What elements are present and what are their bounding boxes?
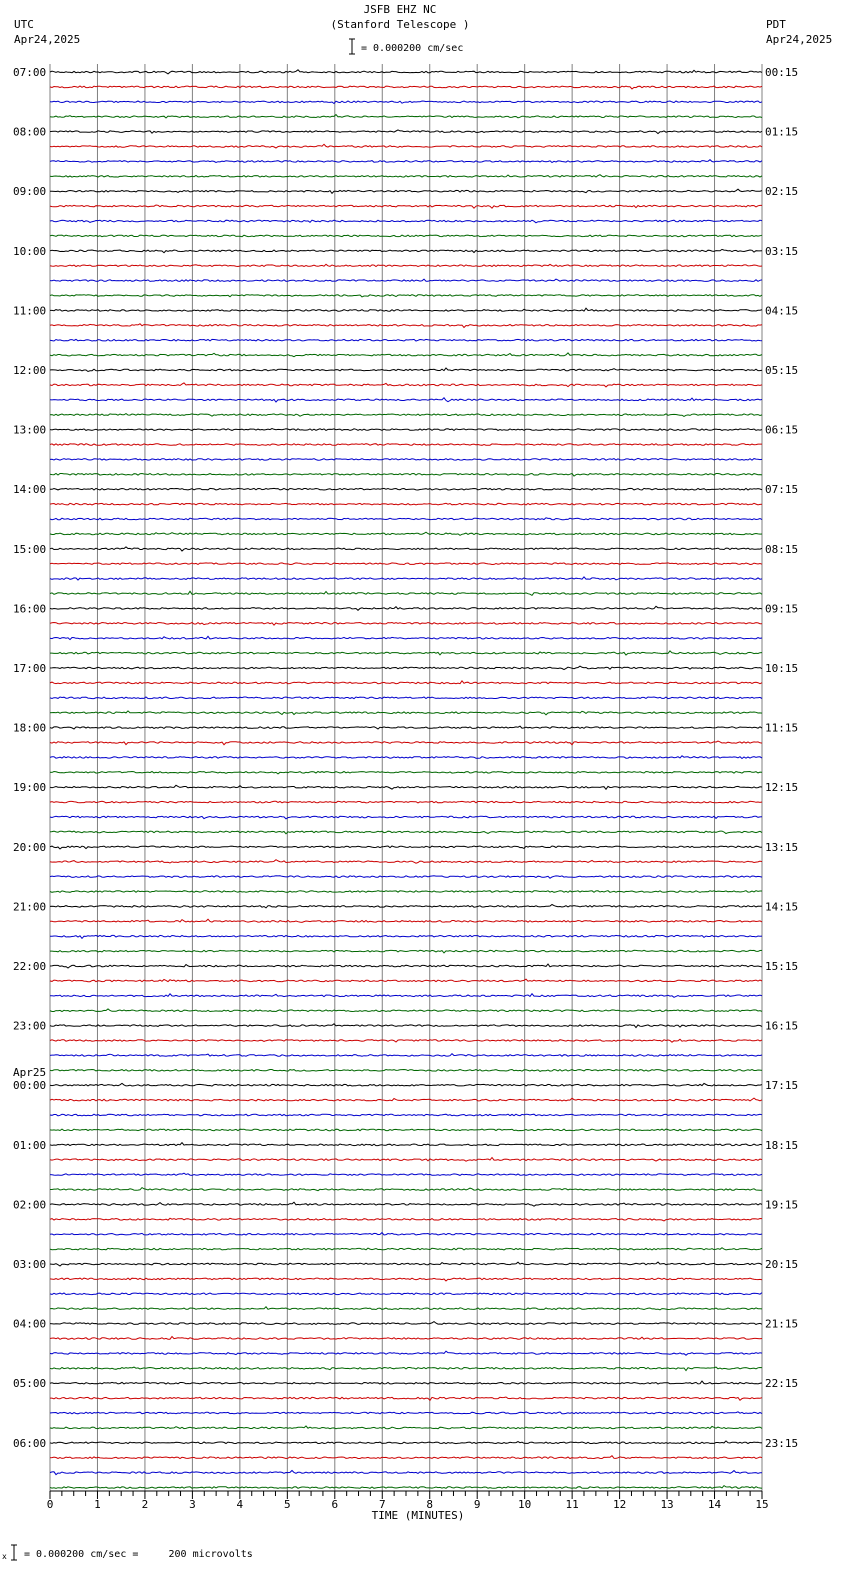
trace-row-59 xyxy=(50,950,762,953)
x-tick-label: 13 xyxy=(660,1498,674,1511)
left-hour-label: 05:00 xyxy=(13,1377,47,1391)
x-tick-label: 1 xyxy=(94,1498,101,1511)
right-hour-label: 11:15 xyxy=(765,721,799,735)
right-hour-label: 14:15 xyxy=(765,900,799,914)
trace-row-75 xyxy=(50,1188,762,1191)
trace-row-67 xyxy=(50,1070,762,1072)
footer-scale-label: = 0.000200 cm/sec = 200 microvolts xyxy=(24,1549,253,1560)
right-hour-label: 02:15 xyxy=(765,185,799,199)
trace-row-91 xyxy=(50,1426,762,1429)
left-hour-label: 00:00 xyxy=(13,1079,47,1093)
left-hour-label: 13:00 xyxy=(13,423,47,437)
x-tick-label: 9 xyxy=(473,1498,481,1511)
trace-row-46 xyxy=(50,756,762,759)
trace-row-49 xyxy=(50,801,762,803)
trace-row-9 xyxy=(50,205,762,208)
date-change-label: Apr25 xyxy=(13,1066,47,1080)
trace-row-41 xyxy=(50,681,762,684)
left-timezone: UTC xyxy=(14,18,34,31)
left-hour-label: 19:00 xyxy=(13,781,47,795)
right-hour-label: 03:15 xyxy=(765,244,799,258)
trace-row-95 xyxy=(50,1486,762,1489)
scale-bar-icon xyxy=(347,38,357,56)
trace-row-12 xyxy=(50,249,762,252)
left-hour-label: 16:00 xyxy=(13,602,47,616)
trace-row-20 xyxy=(50,368,762,372)
trace-row-63 xyxy=(50,1009,762,1012)
trace-row-35 xyxy=(50,591,762,595)
x-tick-label: 8 xyxy=(426,1498,434,1511)
trace-row-31 xyxy=(50,532,762,535)
trace-row-0 xyxy=(50,70,762,74)
trace-row-77 xyxy=(50,1218,762,1221)
trace-row-61 xyxy=(50,979,762,982)
trace-row-79 xyxy=(50,1248,762,1250)
trace-row-38 xyxy=(50,636,762,639)
right-hour-label: 00:15 xyxy=(765,66,799,79)
trace-row-52 xyxy=(50,846,762,849)
trace-row-18 xyxy=(50,339,762,341)
trace-row-89 xyxy=(50,1397,762,1400)
right-hour-label: 21:15 xyxy=(765,1317,799,1331)
trace-row-14 xyxy=(50,279,762,281)
trace-row-43 xyxy=(50,711,762,715)
left-hour-label: 11:00 xyxy=(13,304,47,318)
trace-row-15 xyxy=(50,295,762,297)
trace-row-87 xyxy=(50,1367,762,1370)
left-hour-label: 08:00 xyxy=(13,125,47,139)
x-tick-label: 12 xyxy=(612,1498,627,1511)
trace-row-90 xyxy=(50,1412,762,1414)
trace-row-16 xyxy=(50,308,762,311)
right-hour-label: 15:15 xyxy=(765,960,799,973)
left-hour-label: 18:00 xyxy=(13,721,47,735)
x-tick-label: 3 xyxy=(189,1498,196,1511)
trace-row-11 xyxy=(50,235,762,237)
trace-row-74 xyxy=(50,1173,762,1175)
trace-row-19 xyxy=(50,353,762,357)
trace-row-80 xyxy=(50,1262,762,1266)
trace-row-60 xyxy=(50,964,762,968)
trace-row-44 xyxy=(50,726,762,729)
x-tick-label: 7 xyxy=(378,1498,386,1511)
trace-row-50 xyxy=(50,816,762,819)
trace-row-21 xyxy=(50,383,762,387)
right-hour-label: 17:15 xyxy=(765,1079,799,1093)
trace-row-70 xyxy=(50,1114,762,1116)
footer-scale-bar-icon xyxy=(9,1544,19,1562)
trace-row-17 xyxy=(50,324,762,328)
trace-row-76 xyxy=(50,1202,762,1206)
right-hour-label: 23:15 xyxy=(765,1436,799,1450)
x-tick-label: 4 xyxy=(236,1498,244,1511)
trace-row-56 xyxy=(50,905,762,908)
trace-row-48 xyxy=(50,785,762,789)
trace-row-7 xyxy=(50,175,762,177)
trace-row-72 xyxy=(50,1143,762,1146)
trace-row-26 xyxy=(50,458,762,460)
trace-row-68 xyxy=(50,1083,762,1086)
x-tick-label: 10 xyxy=(518,1498,532,1511)
right-hour-label: 10:15 xyxy=(765,662,799,675)
trace-row-37 xyxy=(50,623,762,626)
trace-row-64 xyxy=(50,1024,762,1028)
left-hour-label: 15:00 xyxy=(13,542,47,556)
right-hour-label: 12:15 xyxy=(765,781,799,795)
right-timezone: PDT xyxy=(766,18,786,31)
station-title: JSFB EHZ NC xyxy=(363,3,437,16)
trace-row-40 xyxy=(50,666,762,670)
right-hour-label: 01:15 xyxy=(765,125,799,139)
trace-row-2 xyxy=(50,101,762,104)
trace-row-54 xyxy=(50,876,762,878)
trace-row-82 xyxy=(50,1293,762,1295)
trace-row-86 xyxy=(50,1351,762,1355)
left-hour-label: 01:00 xyxy=(13,1138,47,1152)
trace-row-94 xyxy=(50,1471,762,1475)
trace-row-88 xyxy=(50,1381,762,1384)
right-hour-label: 07:15 xyxy=(765,483,799,497)
trace-row-93 xyxy=(50,1456,762,1459)
x-tick-label: 6 xyxy=(331,1498,339,1511)
right-hour-label: 04:15 xyxy=(765,304,799,318)
trace-row-13 xyxy=(50,264,762,266)
trace-row-36 xyxy=(50,606,762,610)
trace-row-71 xyxy=(50,1129,762,1131)
x-tick-label: 15 xyxy=(755,1498,769,1511)
time-axis xyxy=(47,1491,769,1511)
trace-row-5 xyxy=(50,144,762,148)
right-hour-label: 20:15 xyxy=(765,1258,799,1271)
trace-row-27 xyxy=(50,474,762,477)
trace-row-53 xyxy=(50,860,762,864)
x-axis-title: TIME (MINUTES) xyxy=(371,1509,465,1522)
trace-row-65 xyxy=(50,1039,762,1042)
trace-row-25 xyxy=(50,444,762,446)
trace-row-3 xyxy=(50,115,762,118)
left-hour-label: 12:00 xyxy=(13,364,47,377)
trace-row-57 xyxy=(50,919,762,922)
trace-row-92 xyxy=(50,1441,762,1444)
right-hour-label: 06:15 xyxy=(765,423,799,437)
right-hour-label: 22:15 xyxy=(765,1377,799,1391)
trace-row-83 xyxy=(50,1307,762,1310)
trace-row-85 xyxy=(50,1337,762,1340)
left-hour-label: 09:00 xyxy=(13,185,47,199)
x-tick-label: 0 xyxy=(46,1498,54,1511)
trace-row-47 xyxy=(50,772,762,774)
trace-row-23 xyxy=(50,414,762,417)
footer-marker: x xyxy=(2,1552,7,1561)
trace-row-81 xyxy=(50,1278,762,1281)
right-hour-label: 19:15 xyxy=(765,1198,799,1212)
right-date: Apr24,2025 xyxy=(766,33,833,46)
left-hour-label: 23:00 xyxy=(13,1019,47,1033)
trace-row-55 xyxy=(50,891,762,893)
trace-row-8 xyxy=(50,189,762,193)
trace-row-45 xyxy=(50,741,762,745)
trace-row-1 xyxy=(50,86,762,89)
left-hour-label: 17:00 xyxy=(13,662,47,675)
right-hour-label: 05:15 xyxy=(765,364,799,377)
x-tick-label: 11 xyxy=(565,1498,579,1511)
trace-row-30 xyxy=(50,518,762,520)
trace-row-29 xyxy=(50,503,762,505)
left-hour-label: 04:00 xyxy=(13,1317,47,1331)
trace-row-34 xyxy=(50,577,762,580)
left-hour-label: 14:00 xyxy=(13,483,47,497)
minute-grid xyxy=(50,64,762,1491)
trace-row-32 xyxy=(50,547,762,551)
seismic-traces xyxy=(50,70,762,1489)
trace-row-28 xyxy=(50,488,762,490)
left-hour-label: 07:00 xyxy=(13,66,47,79)
trace-row-42 xyxy=(50,697,762,699)
right-hour-label: 18:15 xyxy=(765,1138,799,1152)
trace-row-24 xyxy=(50,429,762,431)
trace-row-51 xyxy=(50,831,762,834)
trace-row-10 xyxy=(50,220,762,223)
right-hour-label: 16:15 xyxy=(765,1019,799,1033)
x-tick-label: 2 xyxy=(141,1498,149,1511)
trace-row-33 xyxy=(50,563,762,565)
right-hour-label: 13:15 xyxy=(765,840,799,854)
trace-row-6 xyxy=(50,160,762,163)
left-hour-label: 20:00 xyxy=(13,840,47,854)
trace-row-73 xyxy=(50,1158,762,1162)
left-hour-label: 03:00 xyxy=(13,1258,47,1271)
left-hour-label: 21:00 xyxy=(13,900,47,914)
trace-row-39 xyxy=(50,651,762,655)
trace-row-22 xyxy=(50,398,762,402)
trace-row-69 xyxy=(50,1098,762,1101)
trace-row-58 xyxy=(50,935,762,938)
scale-label: = 0.000200 cm/sec xyxy=(361,43,464,54)
station-location: (Stanford Telescope ) xyxy=(330,18,470,31)
trace-row-78 xyxy=(50,1233,762,1235)
left-date: Apr24,2025 xyxy=(14,33,81,46)
left-hour-label: 02:00 xyxy=(13,1198,47,1212)
right-hour-label: 08:15 xyxy=(765,542,799,556)
left-hour-label: 10:00 xyxy=(13,244,47,258)
right-hour-label: 09:15 xyxy=(765,602,799,616)
trace-row-84 xyxy=(50,1322,762,1325)
trace-row-66 xyxy=(50,1054,762,1057)
x-tick-label: 14 xyxy=(707,1498,722,1511)
left-hour-label: 22:00 xyxy=(13,960,47,973)
x-tick-label: 5 xyxy=(284,1498,291,1511)
trace-row-4 xyxy=(50,130,762,134)
trace-row-62 xyxy=(50,994,762,998)
left-hour-label: 06:00 xyxy=(13,1436,47,1450)
